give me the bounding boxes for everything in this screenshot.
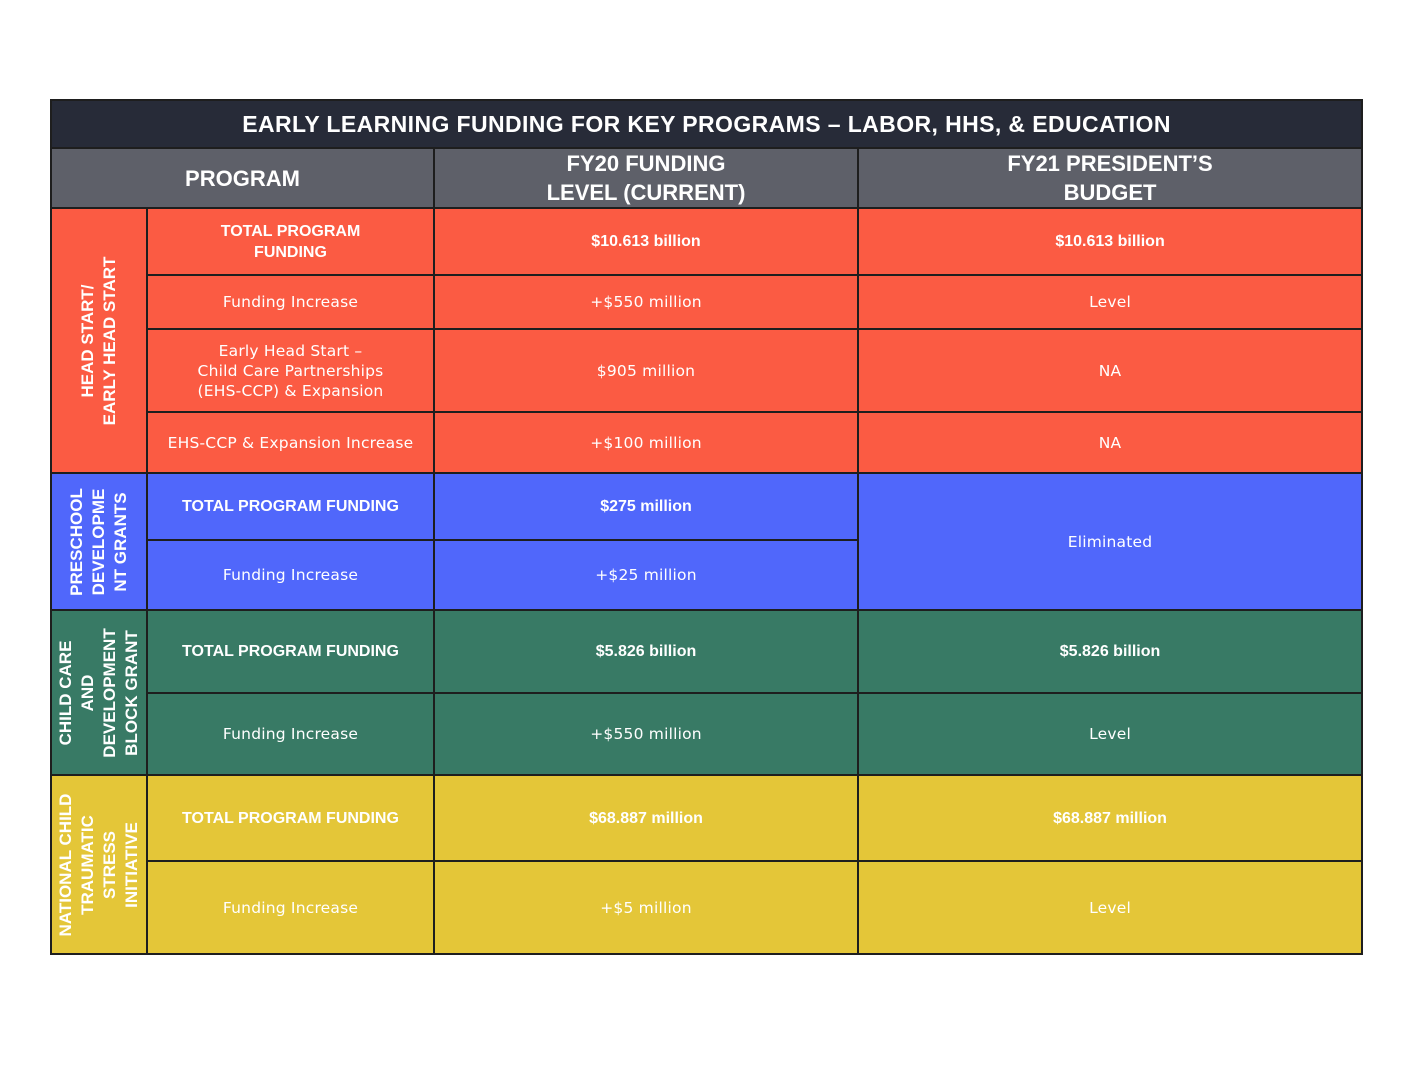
fy20-cell: $275 million xyxy=(434,473,858,540)
header-program: PROGRAM xyxy=(51,148,434,208)
program-cell: EHS-CCP & Expansion Increase xyxy=(147,412,434,473)
fy20-cell: $68.887 million xyxy=(434,775,858,861)
program-cell: TOTAL PROGRAM FUNDING xyxy=(147,473,434,540)
table-row xyxy=(51,861,1362,954)
table-row xyxy=(51,275,1362,329)
group-label-nctsi: NATIONAL CHILD TRAUMATIC STRESS INITIATIVE xyxy=(51,775,147,954)
table-row xyxy=(51,775,1362,861)
fy20-cell: +$550 million xyxy=(434,275,858,329)
program-cell: Funding Increase xyxy=(147,275,434,329)
group-label-ccdbg: CHILD CARE AND DEVELOPMENT BLOCK GRANT xyxy=(51,610,147,775)
table-row xyxy=(51,473,1362,540)
fy21-cell: $10.613 billion xyxy=(858,208,1362,275)
program-cell: Funding Increase xyxy=(147,861,434,954)
fy20-cell: +$550 million xyxy=(434,693,858,775)
fy21-cell: $5.826 billion xyxy=(858,610,1362,693)
fy20-cell: $905 million xyxy=(434,329,858,412)
program-cell: Funding Increase xyxy=(147,540,434,610)
table-row xyxy=(51,329,1362,412)
fy20-cell: +$25 million xyxy=(434,540,858,610)
fy21-cell: NA xyxy=(858,412,1362,473)
program-cell: TOTAL PROGRAM FUNDING xyxy=(147,610,434,693)
fy21-cell: NA xyxy=(858,329,1362,412)
program-cell: TOTAL PROGRAM FUNDING xyxy=(147,775,434,861)
header-fy21: FY21 PRESIDENT’S BUDGET xyxy=(858,148,1362,208)
program-cell: Early Head Start – Child Care Partnerships (EHS-CCP) & Expansion xyxy=(147,329,434,412)
program-cell: Funding Increase xyxy=(147,693,434,775)
table-row xyxy=(51,412,1362,473)
table-title: EARLY LEARNING FUNDING FOR KEY PROGRAMS – LABOR, HHS, & EDUCATION xyxy=(51,100,1362,148)
fy21-cell: $68.887 million xyxy=(858,775,1362,861)
program-cell: TOTAL PROGRAM FUNDING xyxy=(147,208,434,275)
group-label-head-start: HEAD START/ EARLY HEAD START xyxy=(51,208,147,473)
fy21-cell: Level xyxy=(858,861,1362,954)
table-row xyxy=(51,693,1362,775)
table-row xyxy=(51,208,1362,275)
fy20-cell: $10.613 billion xyxy=(434,208,858,275)
fy20-cell: +$5 million xyxy=(434,861,858,954)
table-row xyxy=(51,610,1362,693)
funding-table xyxy=(50,99,1363,955)
fy21-cell: Level xyxy=(858,275,1362,329)
fy21-cell: Level xyxy=(858,693,1362,775)
group-label-preschool: PRESCHOOL DEVELOPME NT GRANTS xyxy=(51,473,147,610)
fy20-cell: $5.826 billion xyxy=(434,610,858,693)
title-row xyxy=(51,100,1362,148)
header-row xyxy=(51,148,1362,208)
fy21-cell-eliminated: Eliminated xyxy=(858,473,1362,610)
fy20-cell: +$100 million xyxy=(434,412,858,473)
header-fy20: FY20 FUNDING LEVEL (CURRENT) xyxy=(434,148,858,208)
